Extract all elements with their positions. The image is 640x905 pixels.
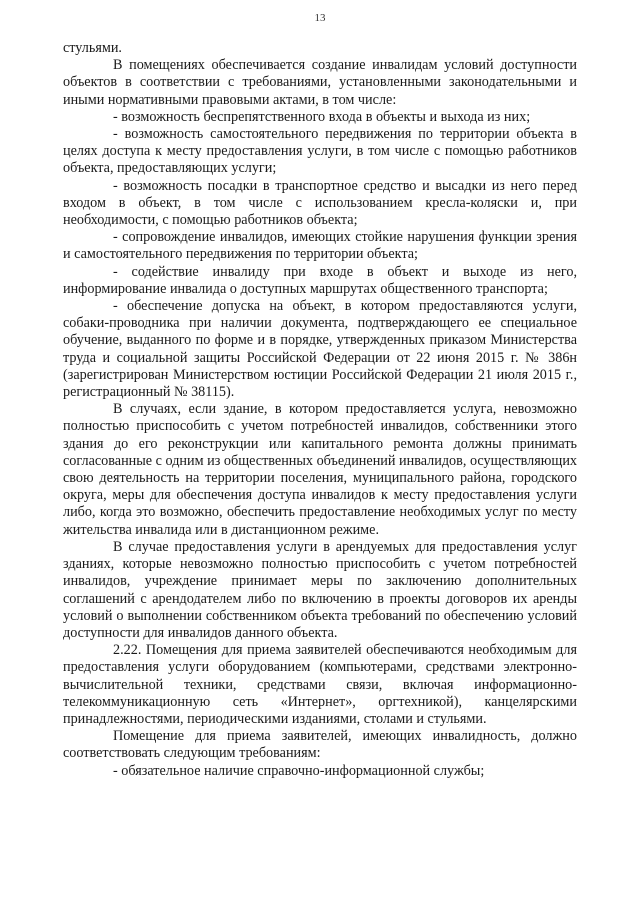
document-body [63, 40, 577, 780]
list-item: - возможность самостоятельного передвижения по территории объекта в целях доступа к месту предоставления услуги, в том числе с помощью работников объекта, предоставляющих услуги; [63, 126, 577, 177]
list-item: - возможность беспрепятственного входа в объекты и выхода из них; [113, 108, 531, 125]
list-item: - возможность посадки в транспортное средство и высадки из него перед входом в объект, в том числе с использованием кресла-коляски и, при необходимости, с помощью работников объекта; [63, 177, 577, 229]
list-item: - обеспечение допуска на объект, в котором предоставляются услуги, собаки-проводника при наличии документа, подтверждающего ее специальное обучение, выданного по форме и в порядке, утвержденных приказом Министерства труда и социальной защиты Российской Федерации от 22 июня 2015 г. № 386н (зарегистрирован Министерством юстиции Российской Федерации 21 июля 2015 г., регистрационный № 38115). [63, 298, 577, 401]
paragraph: В случае предоставления услуги в арендуемых для предоставления услуг зданиях, которые невозможно полностью приспособить с учетом потребностей инвалидов, учреждение принимает меры по заключению дополнительных соглашений с арендодателем либо по включению в проекты договоров их аренды условий о выполнении собственником объекта требований по обеспечению условий доступности для инвалидов данного объекта. [63, 538, 577, 641]
page-number: 13 [314, 12, 326, 24]
paragraph: стульями. [63, 40, 122, 56]
list-item: - содействие инвалиду при входе в объект и выходе из него, информирование инвалида о доступных маршрутах общественного транспорта; [63, 263, 577, 297]
paragraph: В случаях, если здание, в котором предоставляется услуга, невозможно полностью приспособить с учетом потребностей инвалидов, собственники этого здания до его реконструкции или капитального ремонта должны принимать согласованные с одним из общественных объединений инвалидов, осуществляющих свою деятельность на территории поселения, муниципального района, городского округа, меры для обеспечения доступа инвалидов к месту предоставления услуги либо, когда это возможно, обеспечить предоставление необходимых услуг по месту жительства инвалида или в дистанционном режиме. [63, 401, 577, 538]
list-item: - обязательное наличие справочно-информационной службы; [113, 762, 485, 779]
list-item: - сопровождение инвалидов, имеющих стойкие нарушения функции зрения и самостоятельного передвижения по территории объекта; [63, 229, 577, 263]
paragraph: 2.22. Помещения для приема заявителей обеспечиваются необходимым для предоставления услуги оборудованием (компьютерами, средствами электронно-вычислительной техники, средствами связи, включая информационно-телекоммуникационную сеть «Интернет», оргтехникой), канцелярскими принадлежностями, периодическими изданиями, столами и стульями. [63, 642, 577, 727]
paragraph: Помещение для приема заявителей, имеющих инвалидность, должно соответствовать следующим требованиям: [63, 728, 577, 762]
paragraph: В помещениях обеспечивается создание инвалидам условий доступности объектов в соответствии с требованиями, установленными законодательными и иными нормативными правовыми актами, в том числе: [63, 57, 577, 108]
